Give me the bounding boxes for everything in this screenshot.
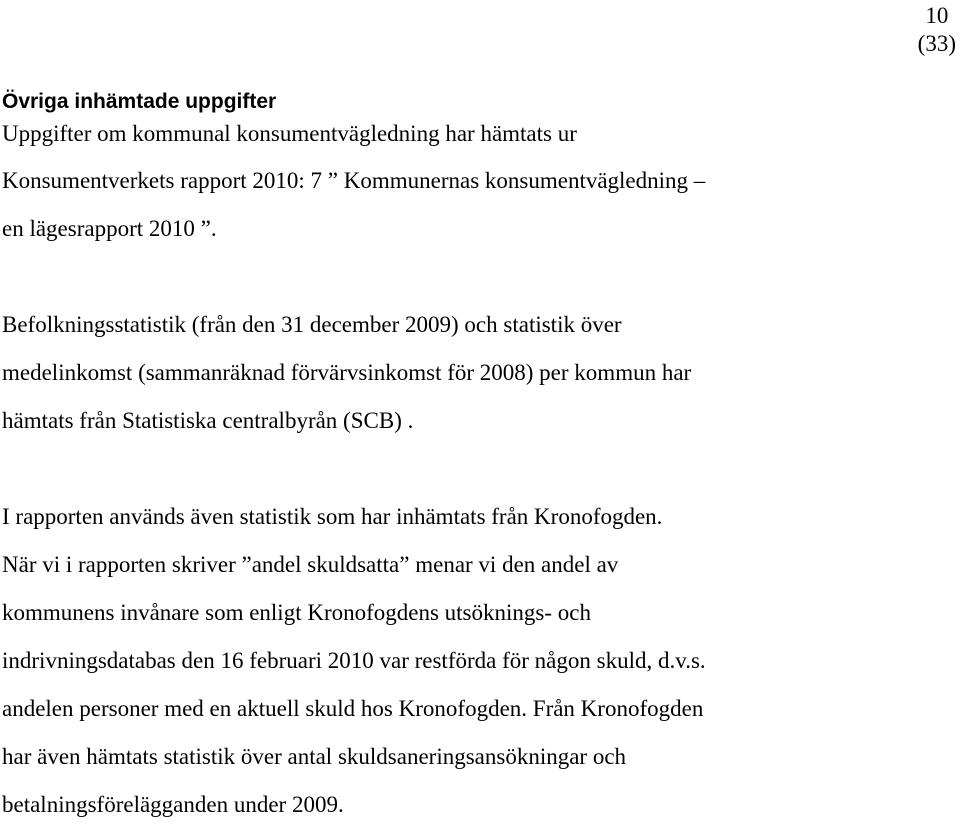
paragraph-spacer (2, 253, 952, 301)
page-number (918, 2, 956, 58)
paragraph-line: När vi i rapporten skriver ”andel skuldsatta” menar vi den andel av (2, 552, 619, 577)
page-number-total: (33) (917, 31, 956, 56)
paragraph-line: har även hämtats statistik över antal skuldsaneringsansökningar och (2, 744, 627, 769)
paragraph-line: Befolkningsstatistik (från den 31 december 2009) och statistik över (2, 312, 622, 337)
paragraph-line: I rapporten används även statistik som har inhämtats från Kronofogden. (2, 504, 663, 529)
paragraph-3 (2, 493, 952, 829)
paragraph-line: Uppgifter om kommunal konsumentvägledning har hämtats ur (2, 121, 577, 146)
section-heading: Övriga inhämtade uppgifter (2, 90, 277, 113)
paragraph-line: betalningsförelägganden under 2009. (2, 792, 344, 817)
paragraph-line: indrivningsdatabas den 16 februari 2010 var restförda för någon skuld, d.v.s. (2, 648, 706, 673)
paragraph-spacer (2, 445, 952, 493)
paragraph-line: kommunens invånare som enligt Kronofogdens utsöknings- och (2, 600, 591, 625)
paragraph-line: medelinkomst (sammanräknad förvärvsinkomst för 2008) per kommun har (2, 360, 692, 385)
document-body (2, 89, 952, 829)
paragraph-line: andelen personer med en aktuell skuld hos Kronofogden. Från Kronofogden (2, 696, 704, 721)
paragraph-line: en lägesrapport 2010 ”. (2, 216, 217, 241)
paragraph-2 (2, 301, 952, 445)
paragraph-1 (2, 111, 952, 253)
paragraph-line: Konsumentverkets rapport 2010: 7 ” Kommunernas konsumentvägledning – (2, 168, 706, 193)
paragraph-line: hämtats från Statistiska centralbyrån (SCB) . (2, 408, 414, 433)
page-number-current: 10 (925, 3, 949, 28)
